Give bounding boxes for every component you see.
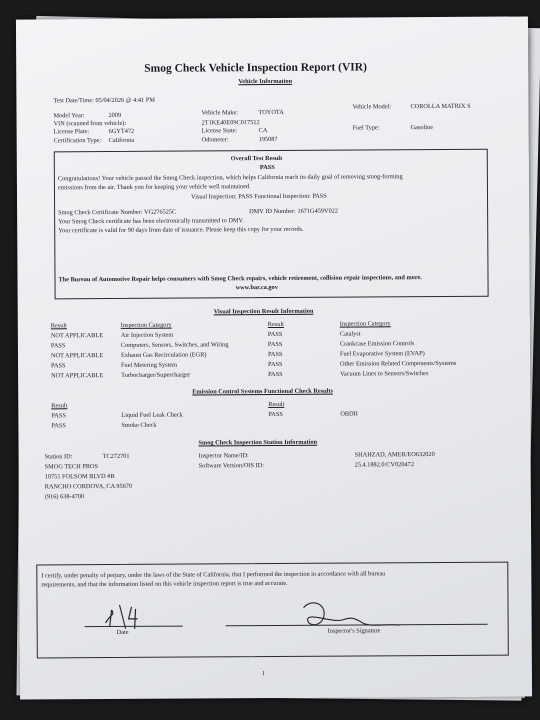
software-value: 25.4.1882.0/CV020472	[354, 461, 414, 469]
bar-url: www.bar.ca.gov	[235, 283, 278, 292]
emission-col-result-left: Result	[51, 402, 68, 410]
station-id-label: Station ID:	[44, 453, 73, 461]
emission-left-result-1: PASS	[51, 412, 66, 420]
certificate-value: VG276525C	[144, 208, 177, 216]
visual-left-category-1: Air Injection System	[120, 331, 174, 339]
model-year-value: 2009	[108, 111, 122, 120]
make-label: Vehicle Make:	[201, 109, 239, 117]
emission-left-category-1: Liquid Fuel Leak Check	[121, 411, 183, 419]
transmitted-note: Your Smog Check certificate has been electronically transmitted to DMV.	[58, 217, 244, 226]
emission-heading: Emission Control Systems Functional Check Results	[192, 387, 333, 396]
visual-right-category-4: Other Emission Related Components/Systems	[340, 359, 457, 368]
visual-right-result-1: PASS	[267, 330, 283, 339]
visual-right-category-3: Fuel Evaporative System (EVAP)	[339, 350, 425, 358]
dmv-label: DMV ID Number:	[249, 207, 296, 216]
visual-right-category-1: Catalyst	[339, 330, 361, 338]
date-label: Date	[116, 628, 129, 636]
license-state-value: CA	[258, 127, 268, 135]
dmv-id	[249, 208, 338, 216]
visual-left-result-1: NOT APPLICABLE	[50, 332, 104, 340]
visual-col-result-right: Result	[267, 320, 284, 329]
report-title: Smog Check Vehicle Inspection Report (VIR)	[144, 61, 367, 75]
station-phone: (916) 638-4700	[44, 493, 85, 501]
visual-left-result-2: PASS	[50, 342, 66, 350]
emission-left-category-2: Smoke Check	[121, 421, 157, 429]
vin-label: VIN (scanned from vehicle):	[53, 119, 127, 128]
fuel-value: Gasoline	[410, 124, 434, 132]
certificate-number	[58, 209, 176, 217]
license-plate-label: License Plate:	[53, 128, 90, 136]
certify-line-2: requirements, and that the information listed on this vehicle inspection report is true and accurate.	[41, 579, 288, 589]
congrats-line-1: Congratulations! Your vehicle passed the Smog Check inspection, which helps California reach its daily goal of removing smog-forming	[57, 173, 403, 183]
visual-col-category-right: Inspection Category	[339, 320, 391, 328]
emission-col-result-right: Result	[268, 400, 285, 409]
license-plate-value: 6GYT472	[108, 127, 135, 136]
emission-right-result-1: PASS	[268, 410, 283, 419]
test-datetime-label: Test Date/Time:	[53, 97, 94, 105]
software-label: Software Version/OIS ID:	[198, 462, 264, 470]
inspection-report-page	[16, 16, 532, 699]
overall-heading: Overall Test Result	[230, 154, 283, 163]
overall-result: PASS	[259, 163, 275, 172]
overall-result-box	[54, 149, 489, 300]
model-label: Vehicle Model:	[352, 103, 392, 111]
visual-left-category-5: Turbocharger/Supercharger	[121, 371, 191, 379]
visual-left-result-5: NOT APPLICABLE	[51, 372, 104, 380]
vin-value: 2T1KE40E09C017512	[201, 119, 260, 127]
certificate-label: Smog Check Certificate Number:	[58, 208, 143, 217]
visual-col-result-left: Result	[50, 322, 67, 330]
visual-right-category-2: Crankcase Emission Controls	[339, 340, 415, 348]
emission-left-result-2: PASS	[51, 422, 66, 430]
fuel-label: Fuel Type:	[352, 124, 380, 132]
visual-right-result-5: PASS	[268, 370, 283, 379]
odometer-label: Odometer:	[201, 136, 229, 144]
visual-left-category-2: Computers, Sensors, Switches, and Wiring	[120, 341, 229, 349]
dmv-value: 1671G459V022	[297, 207, 339, 215]
visual-heading: Visual Inspection Result Information	[213, 307, 314, 316]
visual-col-category-left: Inspection Category	[120, 321, 172, 329]
vehicle-info-heading: Vehicle Information	[238, 77, 293, 86]
station-address-1: 10751 FOLSOM BLVD #B	[44, 472, 115, 481]
emission-right-category-1: OBDII	[340, 410, 358, 418]
test-datetime-value: 05/04/2026 @ 4:41 PM	[95, 96, 155, 105]
model-year-label: Model Year:	[53, 112, 85, 120]
bar-note: The Bureau of Automotive Repair helps consumers with Smog Check repairs, vehicle retirement, collision repair inspections, and more.	[58, 274, 422, 284]
visual-left-category-4: Fuel Metering System	[121, 361, 178, 369]
visual-left-category-3: Exhaust Gas Recirculation (EGR)	[120, 351, 207, 359]
visual-left-result-3: NOT APPLICABLE	[50, 352, 104, 360]
visual-left-result-4: PASS	[51, 362, 66, 370]
certification-box	[36, 562, 509, 659]
inspector-label: Inspector Name/ID:	[198, 452, 249, 460]
station-heading: Smog Check Inspection Station Information	[198, 438, 318, 447]
visual-right-result-4: PASS	[268, 360, 283, 369]
model-value: COROLLA MATRIX S	[410, 102, 471, 111]
odometer-value: 195087	[258, 135, 278, 144]
visual-right-result-3: PASS	[267, 350, 283, 359]
station-name: SMOG TECH PROS	[44, 463, 99, 471]
cert-type-value: California	[108, 136, 135, 145]
license-state-label: License State:	[201, 127, 238, 135]
visual-functional-summary: Visual Inspection: PASS Functional Inspection: PASS	[190, 192, 327, 201]
station-id-value: TC272701	[102, 452, 130, 461]
page-number: 1	[261, 670, 266, 678]
test-datetime	[53, 97, 155, 105]
certify-line-1: I certify, under penalty of perjury, under the laws of the State of California, that I performed the inspection in accordance with all bureau	[41, 570, 386, 580]
cert-type-label: Certification Type:	[53, 137, 102, 145]
visual-right-category-5: Vacuum Lines to Sensors/Switches	[340, 370, 429, 378]
inspector-value: SHAHZAD, AMER/EO632020	[354, 451, 435, 459]
signature-label: Inspector's Signature	[327, 627, 381, 635]
validity-note: Your certificate is valid for 90 days from date of issuance. Please keep this copy for your records.	[58, 225, 304, 235]
visual-right-result-2: PASS	[267, 340, 283, 349]
congrats-line-2: emissions from the air. Thank you for keeping your vehicle well maintained.	[57, 183, 251, 192]
make-value: TOYOTA	[258, 108, 284, 117]
station-address-2: RANCHO CORDOVA, CA 95670	[44, 482, 133, 491]
